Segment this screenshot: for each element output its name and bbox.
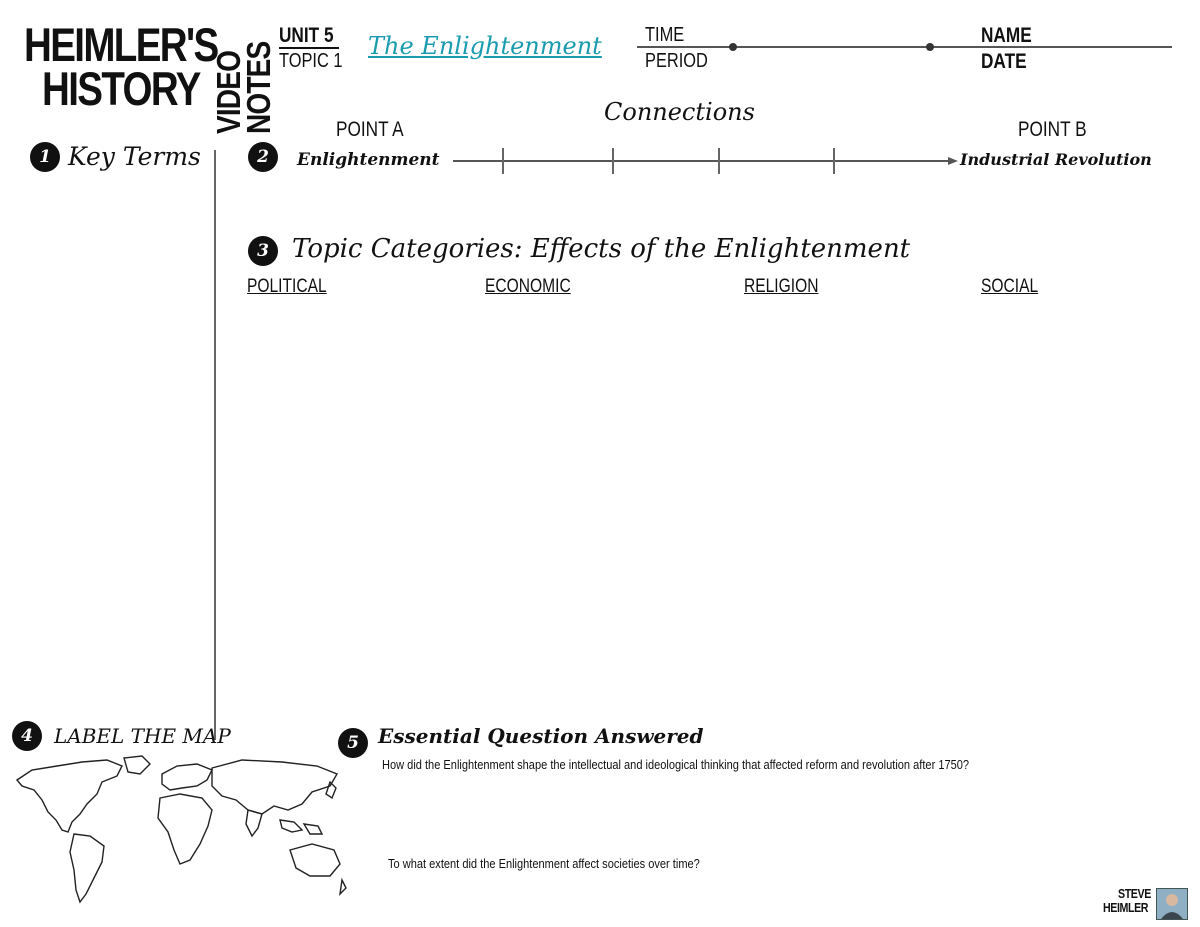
author-avatar (1156, 888, 1188, 920)
section1-badge: 1 (30, 142, 60, 172)
date-label: DATE (981, 50, 1027, 73)
arrow-line-icon (450, 148, 960, 178)
connection-tick-2 (612, 148, 614, 174)
point-b-value: Industrial Revolution (960, 150, 1152, 169)
brand-line1: STEVE (1118, 886, 1151, 901)
person-photo-icon (1157, 889, 1187, 919)
connections-heading: Connections (604, 98, 755, 126)
unit-divider (279, 47, 339, 49)
name-label: NAME (981, 24, 1032, 47)
essential-question-1: How did the Enlightenment shape the intellectual and ideological thinking that affected reform and revolution after 1750? (382, 757, 970, 772)
topic-categories-heading: Topic Categories: Effects of the Enlightenment (292, 234, 911, 264)
key-terms-divider (214, 150, 216, 740)
world-map (12, 752, 347, 912)
timeline-end-dot (926, 43, 934, 51)
logo-line2: HISTORY (42, 62, 200, 115)
essential-question-2: To what extent did the Enlightenment affect societies over time? (388, 856, 700, 871)
period-label: PERIOD (645, 50, 708, 72)
logo-side-video: VIDEO (210, 50, 247, 134)
section5-badge: 5 (338, 728, 368, 758)
connections-arrow (450, 148, 960, 178)
key-terms-heading: Key Terms (68, 142, 201, 171)
section4-badge: 4 (12, 721, 42, 751)
logo (24, 18, 277, 134)
time-period-line (637, 46, 1172, 48)
category-social: SOCIAL (981, 276, 1039, 297)
category-economic: ECONOMIC (485, 276, 571, 297)
timeline-start-dot (729, 43, 737, 51)
world-map-icon (12, 752, 347, 912)
topic-label: TOPIC 1 (279, 50, 343, 72)
point-a-label: POINT A (336, 118, 404, 141)
label-map-heading: LABEL THE MAP (54, 724, 231, 748)
section2-badge: 2 (248, 142, 278, 172)
point-b-label: POINT B (1018, 118, 1087, 141)
unit-label: UNIT 5 (279, 24, 334, 47)
page-title: The Enlightenment (368, 32, 602, 60)
connection-tick-3 (718, 148, 720, 174)
time-label: TIME (645, 24, 685, 46)
category-religion: RELIGION (744, 276, 819, 297)
brand-signature (1100, 886, 1192, 920)
connection-tick-1 (502, 148, 504, 174)
logo-line1: HEIMLER'S (24, 18, 218, 71)
point-a-value: Enlightenment (297, 150, 440, 170)
logo-side-notes: NOTES (240, 41, 277, 134)
connection-tick-4 (833, 148, 835, 174)
section3-badge: 3 (248, 236, 278, 266)
category-political: POLITICAL (247, 276, 327, 297)
brand-line2: HEIMLER (1103, 900, 1149, 915)
essential-question-heading: Essential Question Answered (378, 724, 704, 748)
